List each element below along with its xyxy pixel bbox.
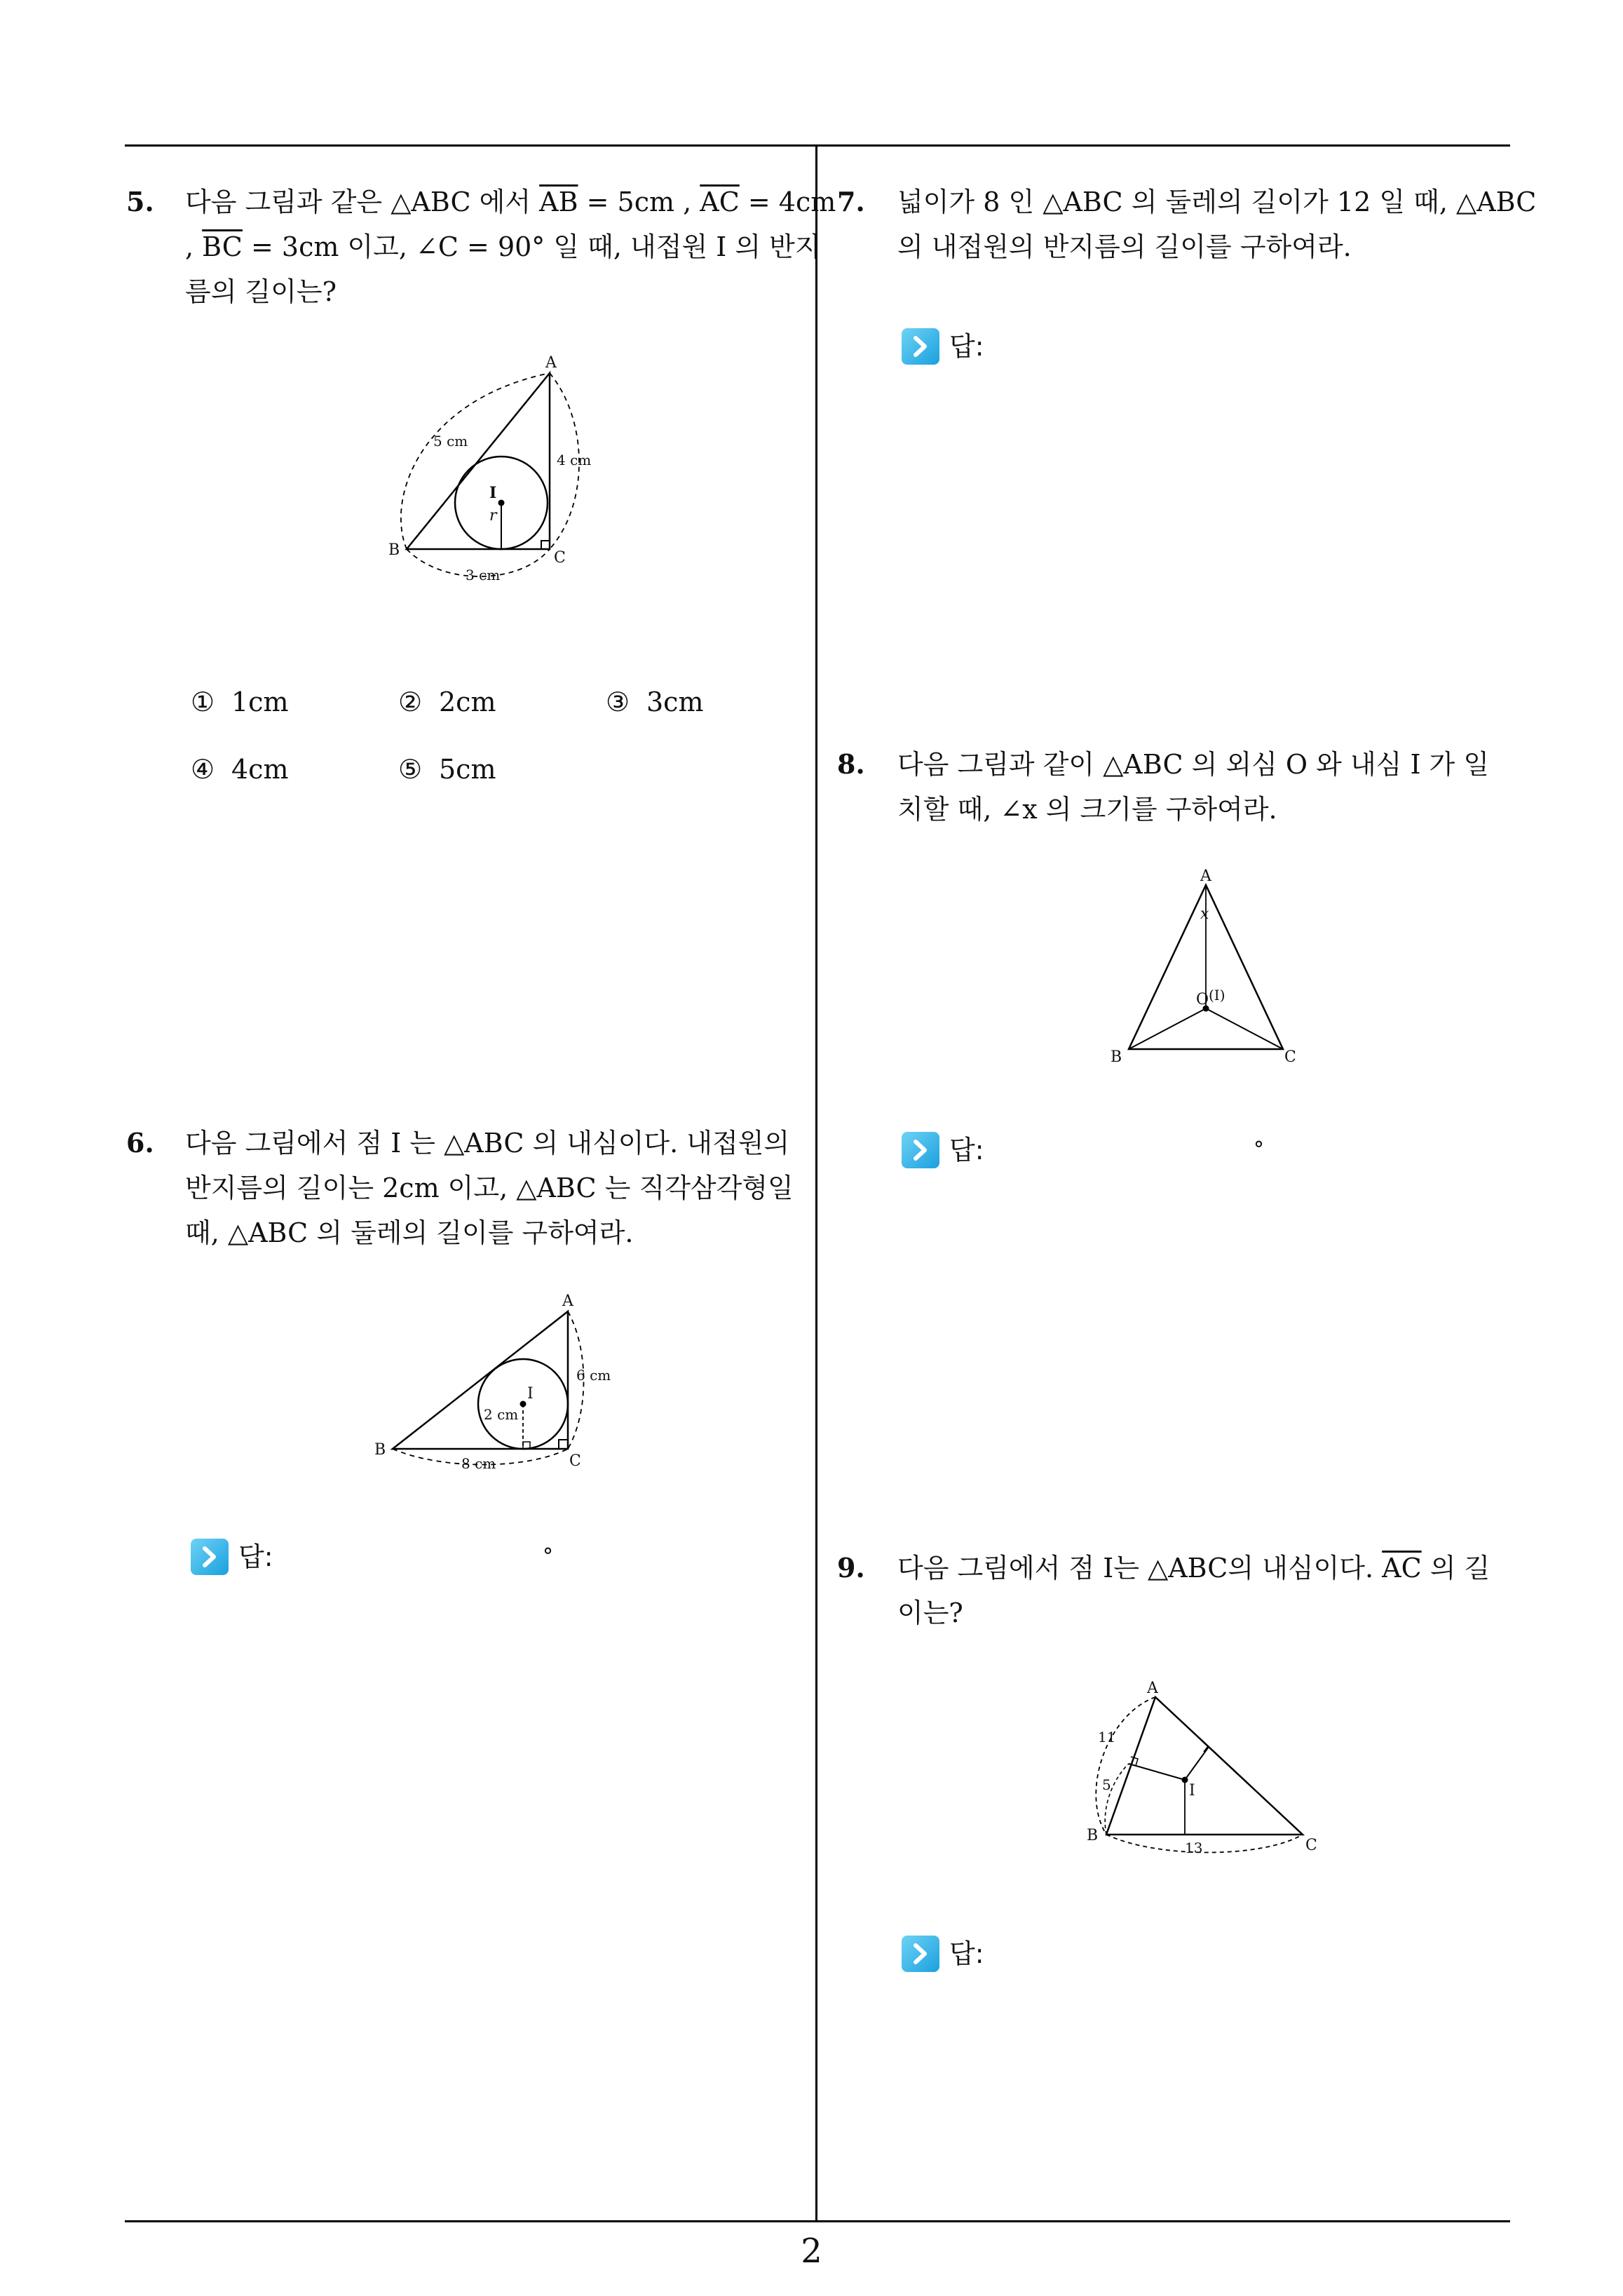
problem-line: 름의 길이는? bbox=[185, 276, 337, 307]
bottom-rule bbox=[125, 2220, 1510, 2222]
choice-5[interactable]: ⑤ 5cm bbox=[398, 754, 496, 785]
degree-mark: ° bbox=[1254, 1137, 1264, 1162]
choice-1[interactable]: ① 1cm bbox=[191, 687, 289, 717]
ab-length-label: 11 bbox=[1098, 1729, 1116, 1745]
problem-number: 9. bbox=[837, 1552, 865, 1583]
problem-line: 다음 그림에서 점 I는 △ABC의 내심이다. $\overline{AC}$ 의 길 bbox=[897, 1553, 1490, 1583]
answer-box-9[interactable] bbox=[902, 1934, 1294, 1973]
bc-length-label: 3 cm bbox=[466, 567, 501, 583]
problem-line: 넓이가 8 인 △ABC 의 둘레의 길이가 12 일 때, △ABC bbox=[897, 187, 1537, 217]
circumcenter-label: O bbox=[1196, 991, 1209, 1008]
vertex-a-label: A bbox=[562, 1292, 573, 1310]
answer-box-8[interactable] bbox=[902, 1130, 1294, 1170]
figure-problem-9 bbox=[1073, 1672, 1339, 1861]
problem-text bbox=[185, 180, 836, 314]
page-number: 2 bbox=[801, 2231, 822, 2271]
top-rule bbox=[125, 144, 1510, 147]
figure-problem-5 bbox=[379, 344, 617, 589]
problem-line: 다음 그림과 같은 △ABC 에서 $\overline{AB} = 5cm$ , $\overline{AC} = 4cm$ bbox=[185, 187, 836, 217]
degree-mark: ° bbox=[543, 1544, 553, 1569]
problem-text bbox=[185, 1121, 794, 1255]
problem-line: 다음 그림에서 점 I 는 △ABC 의 내심이다. 내접원의 bbox=[185, 1128, 790, 1159]
problem-line: 다음 그림과 같이 △ABC 의 외심 O 와 내심 I 가 일 bbox=[897, 749, 1490, 780]
choice-3[interactable]: ③ 3cm bbox=[606, 687, 704, 717]
answer-label: 답: bbox=[949, 1938, 984, 1969]
vertex-c-label: C bbox=[1305, 1837, 1317, 1854]
ac-length-label: 4 cm bbox=[557, 452, 592, 468]
ac-length-label: 6 cm bbox=[576, 1367, 611, 1384]
figure-problem-6 bbox=[365, 1286, 631, 1483]
problem-line: , $\overline{BC} = 3cm$ 이고, ∠C = 90° 일 때, 내접원 I 의 반지 bbox=[185, 231, 821, 262]
chevron-right-icon bbox=[902, 328, 939, 365]
problem-text bbox=[897, 742, 1489, 832]
problem-text bbox=[897, 1546, 1490, 1635]
choice-4[interactable]: ④ 4cm bbox=[191, 754, 289, 785]
problem-line: 때, △ABC 의 둘레의 길이를 구하여라. bbox=[185, 1217, 634, 1248]
chevron-right-icon bbox=[902, 1936, 939, 1972]
problem-line: 치할 때, ∠x 의 크기를 구하여라. bbox=[897, 794, 1277, 825]
choice-2[interactable]: ② 2cm bbox=[398, 687, 496, 717]
column-divider bbox=[815, 144, 817, 2222]
vertex-b-label: B bbox=[1111, 1048, 1122, 1066]
vertex-c-label: C bbox=[569, 1452, 581, 1470]
vertex-b-label: B bbox=[388, 541, 400, 559]
segment-length-label: 5 bbox=[1102, 1776, 1111, 1793]
radius-label: 2 cm bbox=[484, 1406, 519, 1423]
vertex-a-label: A bbox=[545, 354, 557, 372]
angle-x-label: x bbox=[1200, 905, 1209, 923]
problem-line: 의 내접원의 반지름의 길이를 구하여라. bbox=[897, 231, 1352, 262]
problem-line: 반지름의 길이는 2cm 이고, △ABC 는 직각삼각형일 bbox=[185, 1173, 794, 1203]
ab-length-label: 5 cm bbox=[433, 433, 468, 450]
incenter-label: (I) bbox=[1209, 987, 1225, 1004]
incenter-label: I bbox=[527, 1385, 534, 1403]
problem-line: 이는? bbox=[897, 1598, 963, 1628]
figure-problem-8 bbox=[1094, 860, 1325, 1070]
vertex-a-label: A bbox=[1200, 867, 1211, 885]
problem-number: 8. bbox=[837, 748, 865, 780]
vertex-c-label: C bbox=[1284, 1048, 1296, 1066]
problem-number: 7. bbox=[837, 186, 865, 217]
answer-box-6[interactable] bbox=[191, 1537, 583, 1576]
bc-length-label: 8 cm bbox=[461, 1455, 496, 1472]
vertex-b-label: B bbox=[1087, 1827, 1099, 1844]
answer-label: 답: bbox=[949, 331, 984, 362]
incenter-label: I bbox=[489, 484, 497, 502]
bc-length-label: 13 bbox=[1185, 1839, 1203, 1856]
chevron-right-icon bbox=[191, 1539, 229, 1575]
chevron-right-icon bbox=[902, 1132, 939, 1168]
problem-number: 6. bbox=[126, 1127, 154, 1159]
incenter-label: I bbox=[1189, 1782, 1195, 1799]
answer-label: 답: bbox=[949, 1135, 984, 1166]
vertex-a-label: A bbox=[1147, 1680, 1158, 1697]
vertex-c-label: C bbox=[554, 549, 566, 567]
problem-number: 5. bbox=[126, 186, 154, 217]
problem-text bbox=[897, 180, 1536, 269]
radius-label: r bbox=[489, 507, 497, 525]
answer-label: 답: bbox=[238, 1541, 273, 1572]
answer-box-7[interactable] bbox=[902, 327, 1294, 366]
vertex-b-label: B bbox=[374, 1441, 386, 1459]
